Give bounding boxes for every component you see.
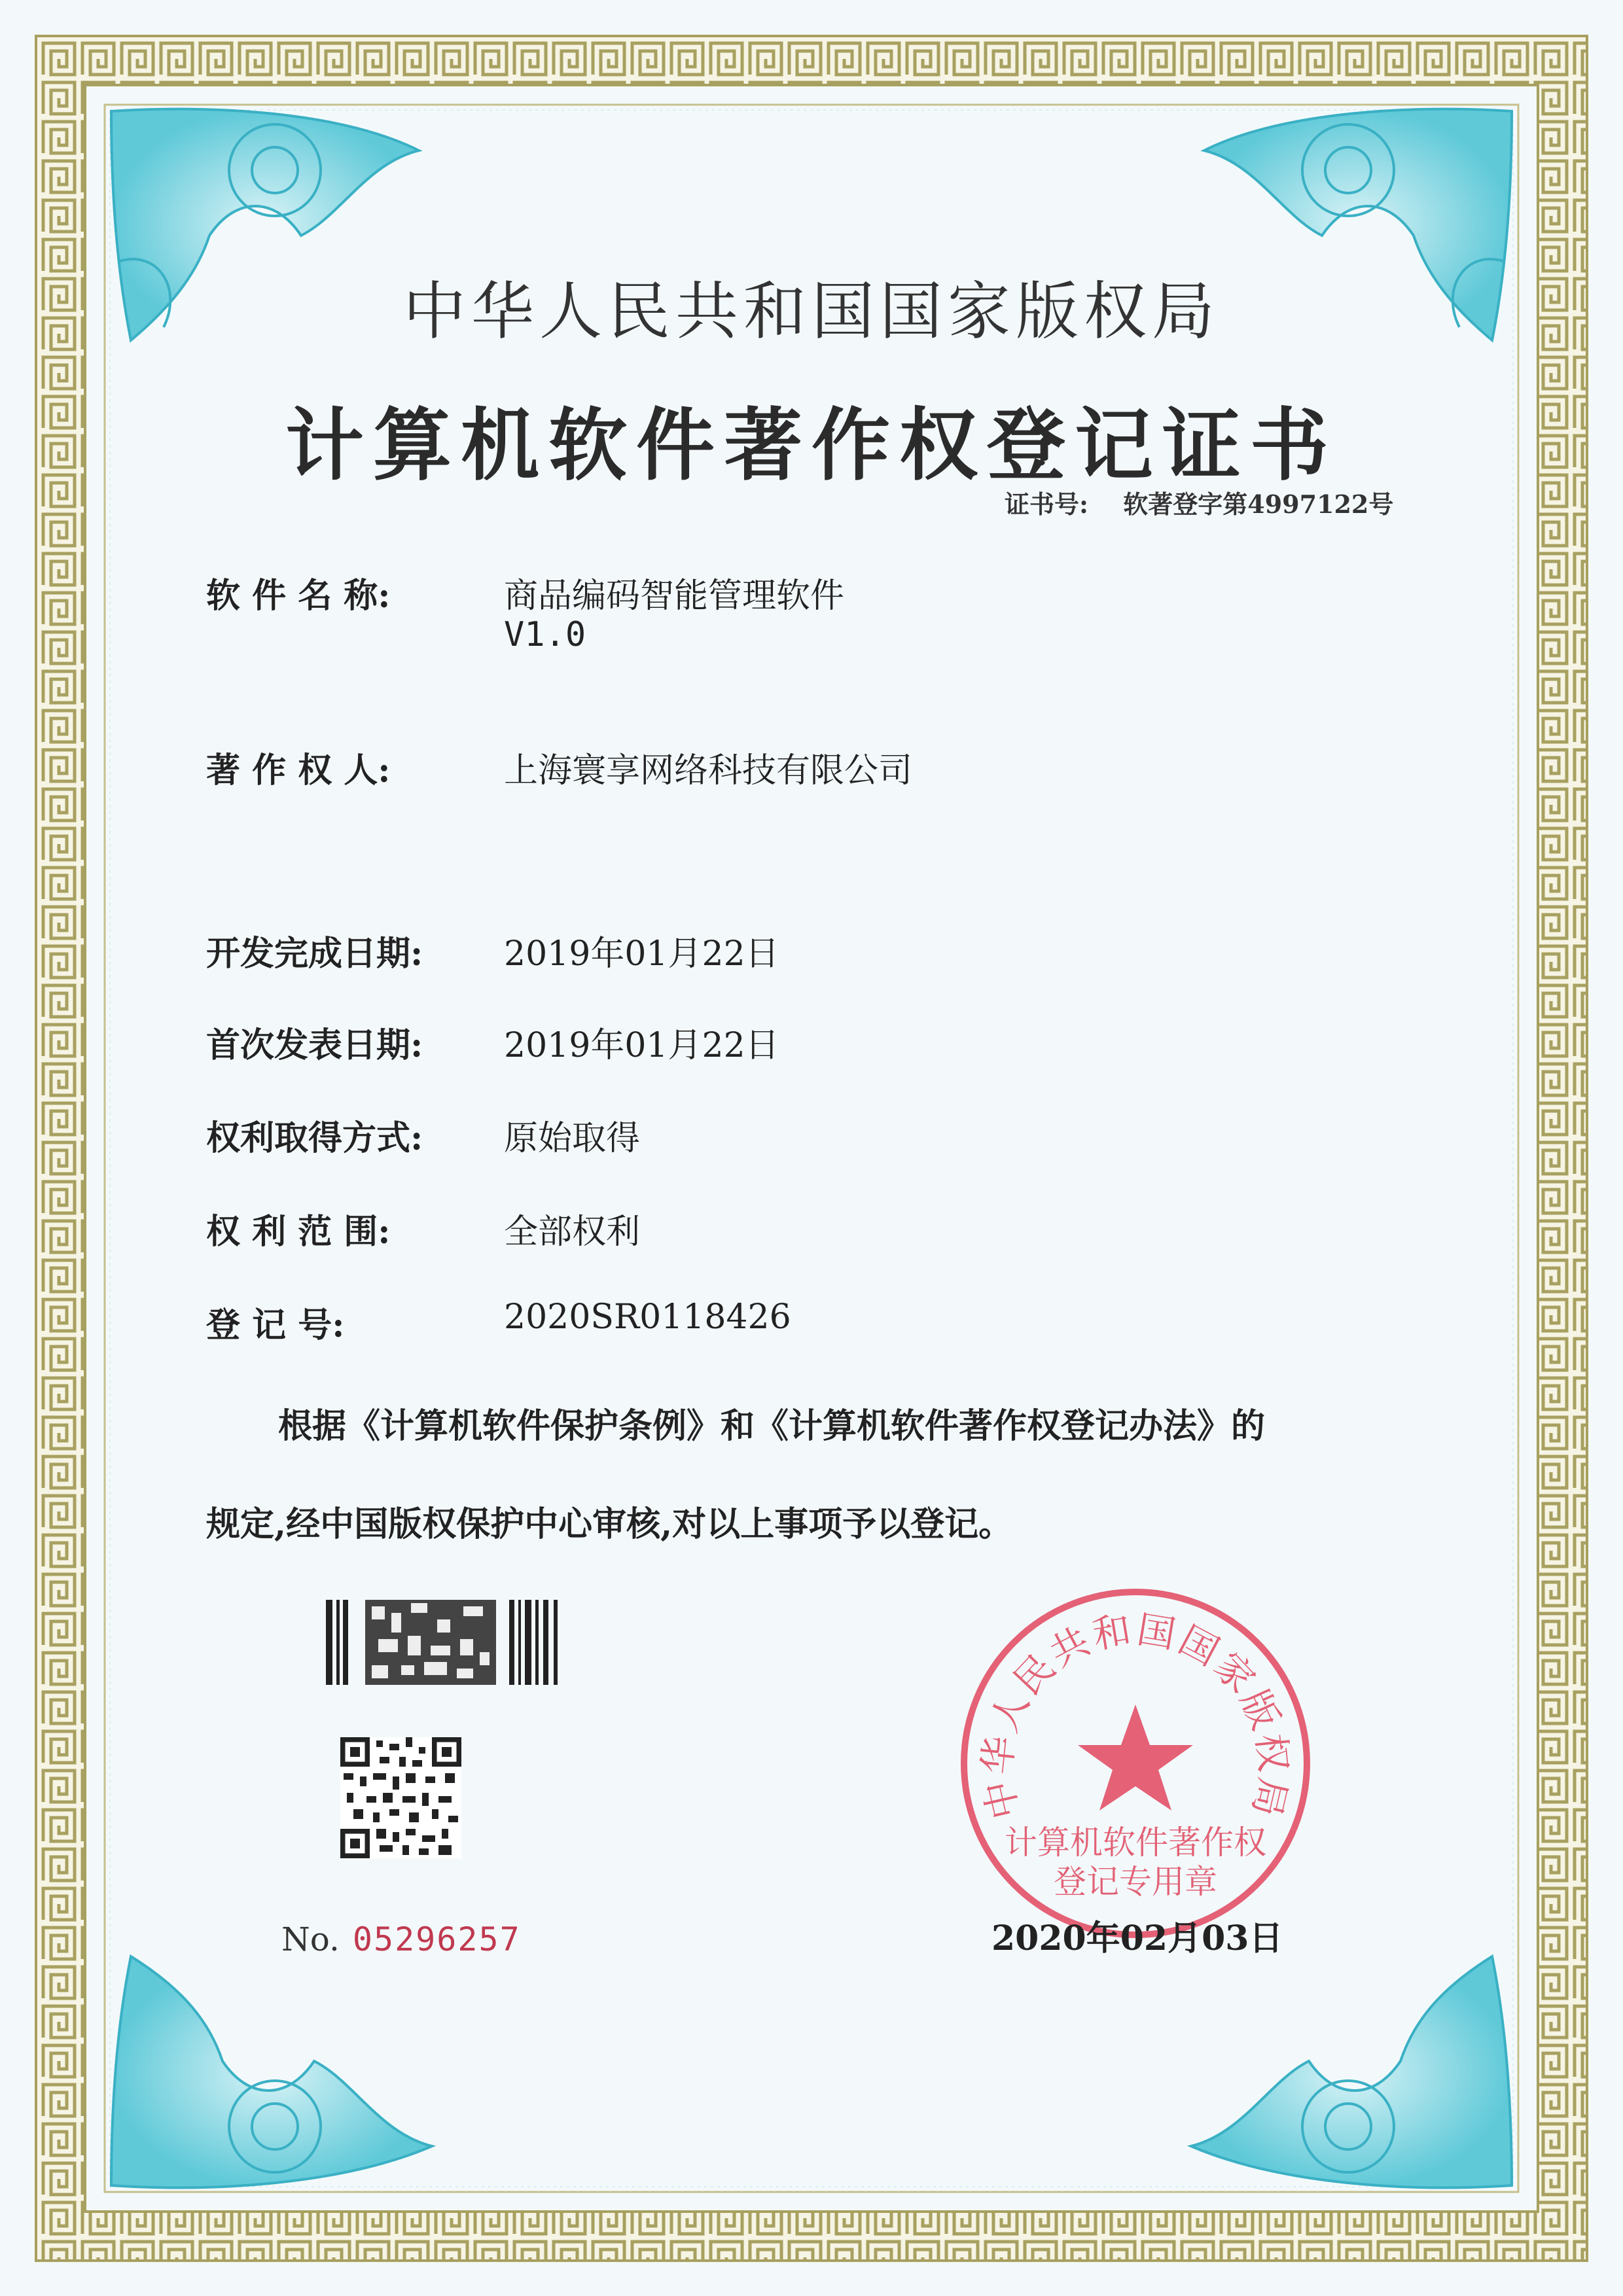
certificate-number (1005, 484, 1419, 520)
field-value: 2019年01月22日 (504, 934, 779, 974)
field-label: 权利取得方式: (206, 1118, 423, 1158)
certificate-number-label: 证书号: (1005, 489, 1089, 519)
issue-date: 2020年02月03日 (991, 1918, 1283, 1958)
serial-value: 05296257 (352, 1920, 521, 1958)
field-value: 商品编码智能管理软件 (504, 576, 845, 616)
field-label: 首次发表日期: (206, 1025, 423, 1065)
qr-code (340, 1737, 461, 1858)
field-value: V1.0 (504, 615, 586, 654)
field-value: 全部权利 (504, 1212, 641, 1252)
field-value: 原始取得 (504, 1119, 641, 1158)
serial-prefix: No. (281, 1920, 340, 1958)
barcode (326, 1600, 562, 1685)
seal-inner-line-1: 计算机软件著作权 (1005, 1824, 1266, 1862)
field-label: 著 作 权 人: (206, 751, 391, 790)
field-value: 2020SR0118426 (504, 1298, 791, 1337)
field-label: 登 记 号: (206, 1305, 345, 1345)
official-seal (952, 1580, 1319, 1947)
certificate-title: 计算机软件著作权登记证书 (285, 399, 1338, 491)
field-label: 开发完成日期: (206, 934, 423, 974)
star-icon (1078, 1704, 1193, 1810)
field-value: 2019年01月22日 (504, 1026, 779, 1065)
certificate-number-value: 软著登字第4997122号 (1123, 489, 1394, 519)
field-label: 软 件 名 称: (206, 576, 391, 616)
statement-line-2: 规定,经中国版权保护中心审核,对以上事项予以登记。 (206, 1504, 1013, 1544)
seal-inner-line-2: 登记专用章 (1054, 1863, 1217, 1901)
field-label: 权 利 范 围: (206, 1212, 391, 1252)
field-value: 上海寰享网络科技有限公司 (504, 751, 913, 790)
issuing-authority: 中华人民共和国国家版权局 (403, 275, 1220, 348)
seal-outer-text: 中华人民共和国国家版权局 (974, 1606, 1296, 1824)
serial-number (281, 1920, 521, 1958)
statement (206, 1377, 1450, 1574)
statement-line-1: 根据《计算机软件保护条例》和《计算机软件著作权登记办法》的 (278, 1406, 1266, 1446)
